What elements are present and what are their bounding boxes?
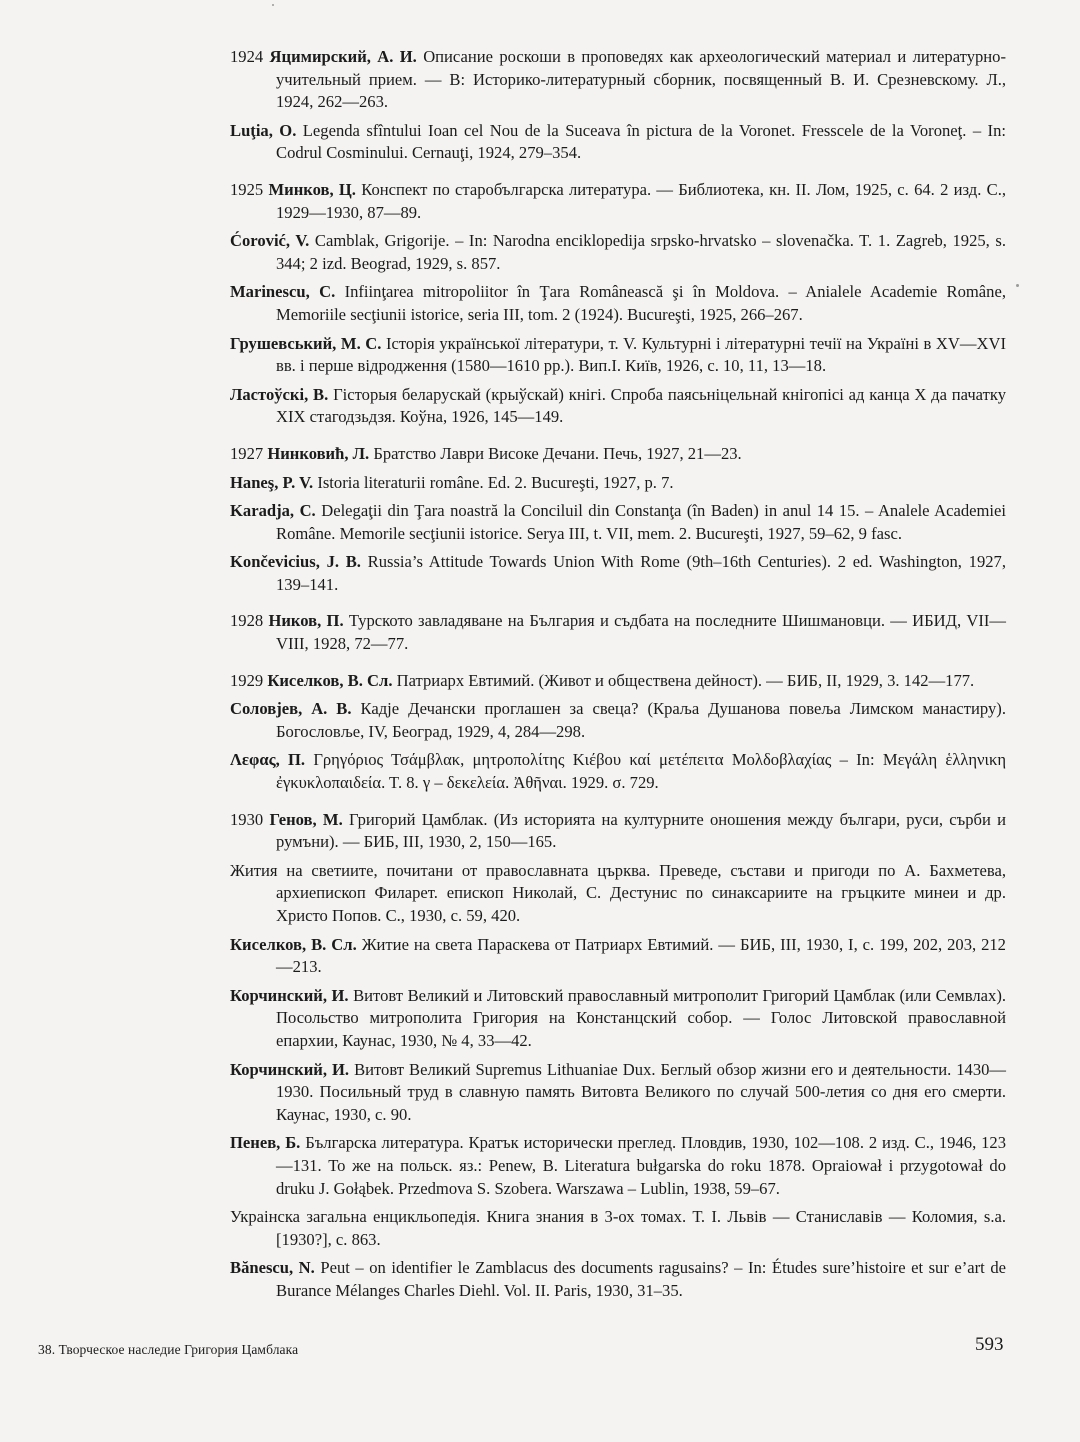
bibliography-entry: [230, 934, 1006, 979]
bibliography-list: [230, 46, 1006, 1309]
entry-author: Λεφας, Π.: [230, 750, 306, 770]
entry-text: Istoria literaturii române. Ed. 2. Bucureşti, 1927, p. 7.: [317, 472, 674, 492]
bibliography-entry: [230, 1206, 1006, 1251]
entry-year: 1925: [230, 179, 264, 199]
entry-text: Історія української літератури, т. V. Культурні і літературні течії на Україні в XV—XVI вв. і перше відродження (1580—1610 рр.). Вип.І. Київ, 1926, с. 10, 11, 13—18.: [276, 333, 1006, 376]
entry-author: Ćorović, V.: [230, 231, 310, 251]
entry-text: Кадје Дечански проглашен за свеца? (Краља Душанова повеља Лимском манастиру). Богословље, IV, Београд, 1929, 4, 284—298.: [276, 699, 1006, 741]
bibliography-entry: [230, 809, 1006, 854]
entry-author: Корчинский, И.: [230, 1059, 350, 1079]
entry-text: Описание роскоши в проповедях как археологический материал и литературно-учительный прием. — В: Историко-литературный сборник, посвященный В. И. Срезневскому. Л., 1924, 262—263.: [276, 47, 1006, 112]
entry-author: Haneş, P. V.: [230, 472, 314, 492]
entry-text: Legenda sfîntului Ioan cel Nou de la Suceava în pictura de la Voronet. Fresscele de la Voroneţ. – In: Codrul Cosminului. Cernauţi, 1924, 279–354.: [276, 120, 1006, 163]
entry-author: Минков, Ц.: [268, 179, 356, 199]
entry-author: Киселков, В. Сл.: [230, 934, 357, 954]
bibliography-entry: [230, 46, 1006, 114]
entry-year: 1929: [230, 670, 264, 690]
entry-text: Житие на света Параскева от Патриарх Евтимий. — БИБ, III, 1930, I, с. 199, 202, 203, 212—213.: [276, 934, 1006, 977]
bibliography-entry: [230, 1059, 1006, 1127]
entry-author: Bănescu, N.: [230, 1258, 315, 1278]
bibliography-entry: [230, 179, 1006, 224]
entry-year: 1924: [230, 47, 264, 66]
entry-text: Братство Лаври Високе Дечани. Печь, 1927, 21—23.: [373, 443, 742, 463]
entry-text: Турското завладяване на България и съдбата на последните Шишмановци. — ИБИД, VII—VIII, 1928, 72—77.: [276, 611, 1007, 654]
bibliography-entry: [230, 333, 1006, 378]
entry-author: Соловјев, А. В.: [230, 699, 352, 719]
entry-text: Витовт Великий и Литовский православный митрополит Григорий Цамблак (или Семвлах). Посольство митрополита Григория на Констанцский собор. — Голос Литовской православной епархии, Каунас, 1930, № 4, 33—42.: [276, 985, 1006, 1050]
bibliography-entry: [230, 1257, 1006, 1302]
bibliography-entry: [230, 384, 1006, 429]
entry-text: Infiinţarea mitropoliitor în Ţara Românească şi în Moldova. – Anialele Academie Române, Memoriile secţiunii istorice, seria III, tom. 2 (1924). Bucureşti, 1925, 266–267.: [276, 282, 1006, 324]
bibliography-entry: [230, 860, 1006, 928]
entry-text: Camblak, Grigorije. – In: Narodna enciklopedija srpsko-hrvatsko – slovenačka. T. 1. Zagreb, 1925, s. 344; 2 izd. Beograd, 1929, s. 857.: [276, 231, 1006, 273]
footer-title: 38. Творческое наследие Григория Цамблака: [38, 1342, 299, 1357]
entry-text: Гісторыя беларускай (крыўскай) кнігі. Спроба паясьніцельнай кнігопісі ад канца X да пачатку XIX стагодзьдзя. Коўна, 1926, 145—149.: [276, 384, 1006, 427]
scan-speck: [1016, 284, 1019, 287]
bibliography-entry: [230, 281, 1006, 326]
entry-text: Патриарх Евтимий. (Живот и обществена дейност). — БИБ, II, 1929, 3. 142—177.: [396, 670, 975, 690]
bibliography-entry: [230, 500, 1006, 545]
entry-year: 1928: [230, 611, 264, 631]
bibliography-entry: [230, 1132, 1006, 1200]
entry-text: Delegaţii din Ţara noastră la Conciluil din Constanţa (în Baden) in anul 14 15. – Analele Academiei Române. Memorile secţiunii istorice. Serya III, t. VII, mem. 2. Bucureşti, 1927, 59–62, 9 fasc.: [276, 501, 1006, 543]
entry-text: Γρηγόριος Τσάμβλακ, μητροπολίτης Κιέβου καί μετέπειτα Μολδοβλαχίας – In: Μεγάλη ἑλληνικη ἐγκυκλοπαιδεία. Τ. 8. γ – δεκελεία. Ἀθῆναι. 1929. σ. 729.: [276, 750, 1006, 793]
bibliography-entry: [230, 985, 1006, 1053]
bibliography-entry: [230, 443, 1006, 466]
entry-author: Корчинский, И.: [230, 985, 349, 1005]
entry-text: Жития на светиите, почитани от православната църква. Преведе, състави и пригоди по А. Бахметева, архиепископ Филарет. епископ Николай, С. Дестунис по синаксариите на гръцките минеи и др. Христо Попов. С., 1930, с. 59, 420.: [230, 860, 1006, 925]
entry-author: Luţia, O.: [230, 120, 297, 140]
bibliography-entry: [230, 472, 1006, 495]
entry-text: Peut – on identifier le Zamblacus des documents ragusains? – In: Études sure’histoire et sur e’art de Burance Mélanges Charles Diehl. Vol. II. Paris, 1930, 31–35.: [276, 1258, 1006, 1300]
bibliography-entry: [230, 230, 1006, 275]
entry-text: Българска литература. Кратък исторически преглед. Пловдив, 1930, 102—108. 2 изд. С., 1946, 123—131. То же на польск. яз.: Penew, B. Literatura bułgarska do roku 1878. Opraiował i przygotował do druku J. Gołąbek. Przedmova S. Szobera. Warszawa – Lublin, 1938, 59–67.: [276, 1133, 1006, 1198]
entry-text: Конспект по старобългарска литература. — Библиотека, кн. II. Лом, 1925, с. 64. 2 изд. С., 1929—1930, 87—89.: [276, 179, 1007, 222]
entry-author: Končevicius, J. B.: [230, 552, 361, 572]
entry-author: Ников, П.: [268, 611, 344, 631]
bibliography-entry: [230, 551, 1006, 596]
bibliography-entry: [230, 610, 1006, 655]
entry-author: Karadja, C.: [230, 501, 316, 521]
entry-author: Генов, М.: [269, 809, 343, 829]
entry-author: Яцимирский, А. И.: [269, 47, 417, 66]
page-number: 593: [975, 1334, 1004, 1355]
entry-year: 1927: [230, 443, 264, 463]
entry-author: Киселков, В. Сл.: [267, 670, 393, 690]
bibliography-entry: [230, 698, 1006, 743]
entry-author: Нинковић, Л.: [267, 443, 370, 463]
bibliography-entry: [230, 120, 1006, 165]
entry-author: Пенев, Б.: [230, 1133, 301, 1153]
entry-text: Украінска загальна енцикльопедія. Книга знания в 3-ох томах. Т. І. Львів — Станиславів — Коломия, s.a.[1930?], с. 863.: [230, 1207, 1006, 1249]
bibliography-entry: [230, 670, 1006, 693]
scan-speck: [272, 4, 274, 6]
bibliography-entry: [230, 749, 1006, 794]
entry-text: Григорий Цамблак. (Из историята на културните оношения между българи, руси, сърби и румъни). — БИБ, III, 1930, 2, 150—165.: [276, 809, 1006, 852]
entry-author: Грушевський, М. С.: [230, 333, 382, 353]
entry-author: Marinescu, C.: [230, 282, 336, 302]
entry-text: Russia’s Attitude Towards Union With Rome (9th–16th Centuries). 2 ed. Washington, 1927, 139–141.: [276, 552, 1006, 594]
entry-year: 1930: [230, 809, 264, 829]
entry-author: Ластоўскі, В.: [230, 384, 329, 404]
entry-text: Витовт Великий Supremus Lithuaniae Dux. Беглый обзор жизни его и деятельности. 1430—1930. Посильный труд в славную память Витовта Великого по случай 500-летия со дня его смерти. Каунас, 1930, с. 90.: [276, 1059, 1007, 1124]
